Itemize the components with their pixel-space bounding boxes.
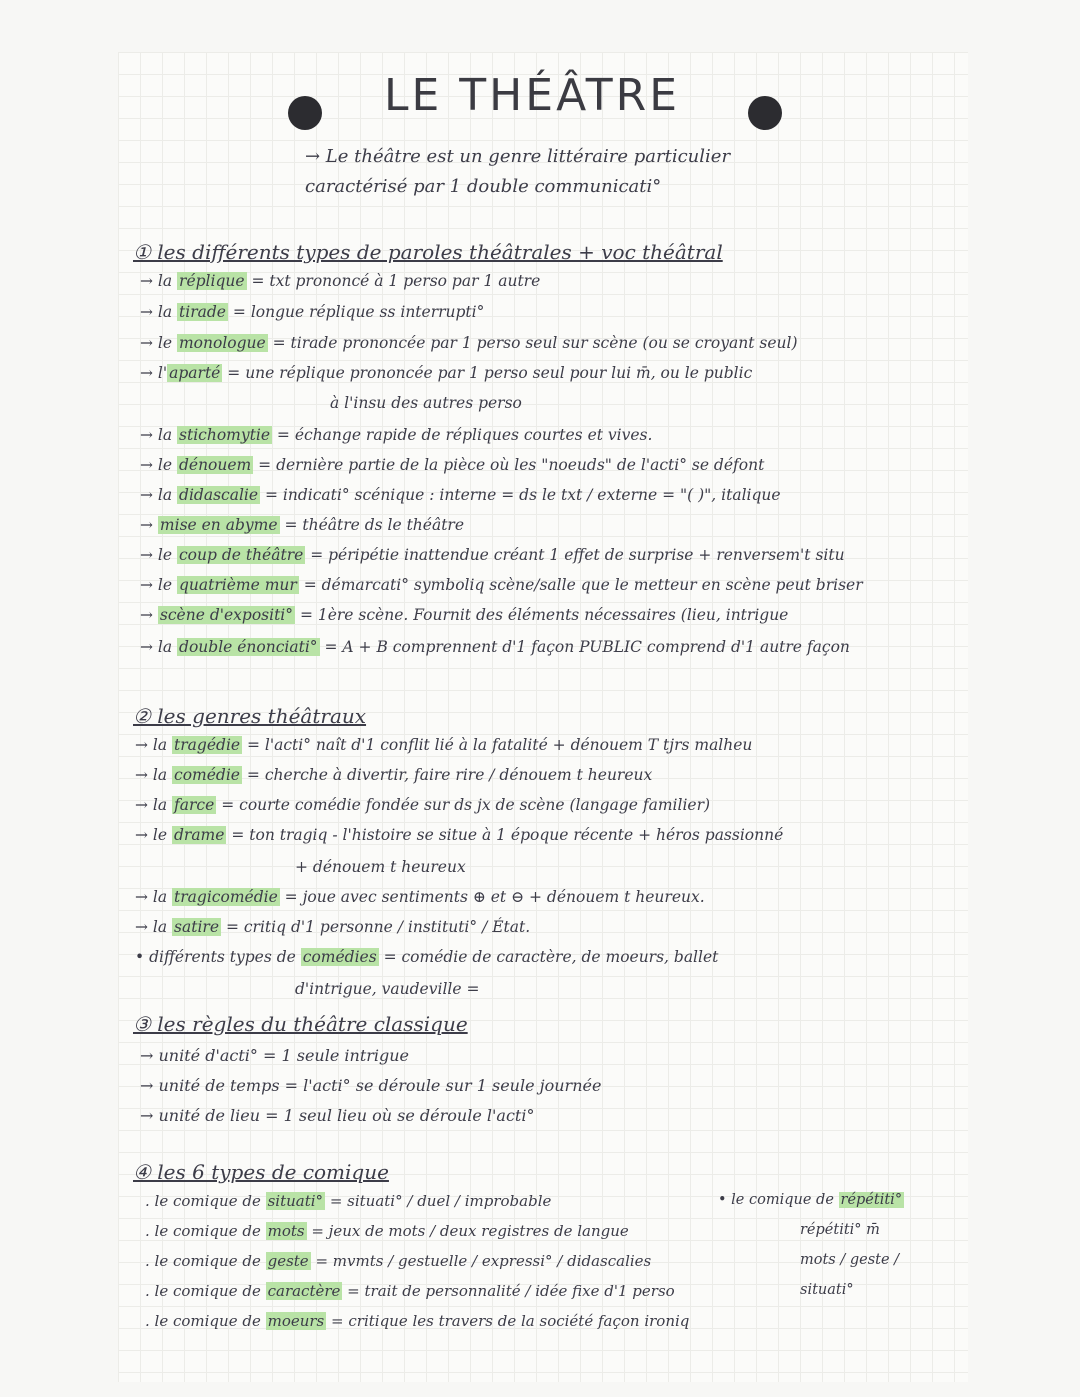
section-2-item-term: drame [173,826,225,844]
section-4-item-prefix: . le comique de [145,1192,266,1210]
section-2-item-text: = joue avec sentiments ⊕ et ⊖ + dénouem t heureux. [279,888,705,906]
section-2-item-text: = courte comédie fondée sur ds jx de scène (langage familier) [216,796,711,814]
section-1-item-prefix: → la [140,272,178,290]
section-1-item-prefix: → le [140,576,177,594]
section-1-item [140,364,752,382]
section-1-item [140,638,850,656]
section-4-item-text: = trait de personnalité / idée fixe d'1 perso [342,1282,675,1300]
section-1-item-prefix: → l' [140,364,168,382]
section-2-item-term: farce [174,796,215,814]
section-1-item [140,456,764,474]
binder-hole-left [288,96,322,130]
section-1-item-text: = dernière partie de la pièce où les "noeuds" de l'acti° se défont [253,456,765,474]
section-1-item [140,546,845,564]
section-2-item-term: comédie [174,766,240,784]
section-2-item-text: d'intrigue, vaudeville = [295,980,480,998]
binder-hole-right [748,96,782,130]
section-1-item [140,606,788,624]
section-2-item-prefix: → le [135,826,172,844]
section-1-item-text: = 1ère scène. Fournit des éléments nécessaires (lieu, intrigue [295,606,789,624]
section-1-item [140,486,781,504]
section-2-item-term: satire [174,918,220,936]
section-1-item-term: coup de théâtre [178,546,304,564]
section-4-item-term: caractère [267,1282,341,1300]
section-1-item-term: stichomytie [179,426,270,444]
section-4-item [145,1282,675,1300]
section-3-item: → unité de temps = l'acti° se déroule sur 1 seule journée [140,1076,602,1095]
page-title: LE THÉÂTRE [384,70,680,121]
section-2-item-prefix: → la [135,766,173,784]
section-2-item-prefix: → la [135,918,173,936]
section-1-item-text: = théâtre ds le théâtre [279,516,465,534]
section-4-item-text: = critique les travers de la société façon ironiq [326,1312,690,1330]
section-2-item [135,736,752,754]
section-2-item-text: = comédie de caractère, de moeurs, ballet [378,948,719,966]
section-4-item-term: geste [267,1252,309,1270]
section-4-item-prefix: . le comique de [145,1312,266,1330]
section-4-item [145,1222,629,1240]
section-1-item-text: à l'insu des autres perso [330,394,522,412]
section-1-item-prefix: → le [140,334,177,352]
section-2-item [135,826,783,844]
section-2-item-term: tragédie [174,736,241,754]
section-1-item-text: = longue réplique ss interrupti° [227,303,485,321]
section-1-heading: ① les différents types de paroles théâtrales + voc théâtral [133,240,723,264]
section-1-item-term: double énonciati° [179,638,318,656]
section-4-item-prefix: . le comique de [145,1252,266,1270]
section-4-item [145,1312,689,1330]
section-1-item [140,516,464,534]
section-1-item-term: quatrième mur [178,576,297,594]
section-2-item [295,858,466,876]
section-1-item-text: = une réplique prononcée par 1 perso seul pour lui m̄, ou le public [222,364,753,382]
section-2-item-text: + dénouem t heureux [295,858,466,876]
section-1-item-term: dénouem [178,456,252,474]
section-4-item-text: = situati° / duel / improbable [325,1192,552,1210]
section-1-item-term: tirade [179,303,226,321]
section-1-item-prefix: → la [140,426,178,444]
section-1-item-text: = échange rapide de répliques courtes et vives. [272,426,653,444]
section-4-side-heading-term: répétiti° [840,1192,903,1208]
section-2-item-text: = l'acti° naît d'1 conflit lié à la fatalité + dénouem T tjrs malheu [242,736,753,754]
section-1-item-term: didascalie [179,486,259,504]
section-4-item-term: mots [267,1222,305,1240]
section-4-item-text: = mvmts / gestuelle / expressi° / didascalies [310,1252,652,1270]
section-1-item [140,426,652,444]
section-2-item [135,766,652,784]
section-2-item-term: comédies [302,948,377,966]
section-4-heading: ④ les 6 types de comique [133,1160,389,1184]
section-1-item-text: = indicati° scénique : interne = ds le txt / externe = "( )", italique [260,486,781,504]
section-2-item-text: = critiq d'1 personne / instituti° / État. [221,918,531,936]
section-4-side-line: mots / geste / [800,1252,900,1268]
section-1-item [330,394,522,412]
section-1-item-term: monologue [178,334,266,352]
section-2-item-term: tragicomédie [174,888,278,906]
section-2-item [135,796,710,814]
section-4-side-line: situati° [800,1282,854,1298]
section-1-item-prefix: → [140,516,158,534]
section-3-item: → unité de lieu = 1 seul lieu où se déroule l'acti° [140,1106,535,1125]
section-1-item-prefix: → le [140,456,177,474]
section-1-item-text: = péripétie inattendue créant 1 effet de surprise + renversem't situ [305,546,845,564]
section-1-item [140,272,540,290]
section-1-item-prefix: → le [140,546,177,564]
section-2-item-prefix: → la [135,796,173,814]
section-1-item-term: réplique [179,272,245,290]
section-2-item-prefix: → la [135,736,173,754]
section-1-item-prefix: → la [140,486,178,504]
section-4-item [145,1252,651,1270]
section-1-item-prefix: → la [140,638,178,656]
section-2-item-text: = ton tragiq - l'histoire se situe à 1 époque récente + héros passionné [226,826,784,844]
section-1-item-term: mise en abyme [159,516,278,534]
section-2-item-prefix: → la [135,888,173,906]
section-4-side-heading-prefix: • le comique de [718,1192,839,1208]
section-1-item [140,334,798,352]
section-4-item [145,1192,551,1210]
section-1-item [140,576,863,594]
section-2-item-prefix: • différents types de [135,948,301,966]
section-1-item-prefix: → la [140,303,178,321]
section-2-item-text: = cherche à divertir, faire rire / dénouem t heureux [241,766,653,784]
section-2-item [135,888,705,906]
section-4-side-line: répétiti° m̄ [800,1222,880,1238]
section-1-item-term: scène d'expositi° [159,606,294,624]
section-1-item-text: = A + B comprennent d'1 façon PUBLIC comprend d'1 autre façon [319,638,850,656]
section-2-item [135,948,718,966]
section-2-item [135,918,530,936]
section-2-heading: ② les genres théâtraux [133,704,367,728]
section-4-item-text: = jeux de mots / deux registres de langue [306,1222,629,1240]
section-1-item-term: aparté [169,364,221,382]
intro-line-1: → Le théâtre est un genre littéraire particulier [305,146,731,167]
section-3-heading: ③ les règles du théâtre classique [133,1012,468,1036]
intro-line-2: caractérisé par 1 double communicati° [305,176,662,197]
section-1-item-text: = tirade prononcée par 1 perso seul sur scène (ou se croyant seul) [267,334,798,352]
section-4-item-prefix: . le comique de [145,1222,266,1240]
section-2-item [295,980,479,998]
section-3-item: → unité d'acti° = 1 seule intrigue [140,1046,410,1065]
section-4-item-term: moeurs [267,1312,325,1330]
section-1-item-text: = démarcati° symboliq scène/salle que le metteur en scène peut briser [298,576,863,594]
section-4-item-prefix: . le comique de [145,1282,266,1300]
section-1-item-prefix: → [140,606,158,624]
section-1-item-text: = txt prononcé à 1 perso par 1 autre [246,272,541,290]
section-4-side-heading [718,1192,904,1208]
section-1-item [140,303,484,321]
section-4-item-term: situati° [267,1192,324,1210]
